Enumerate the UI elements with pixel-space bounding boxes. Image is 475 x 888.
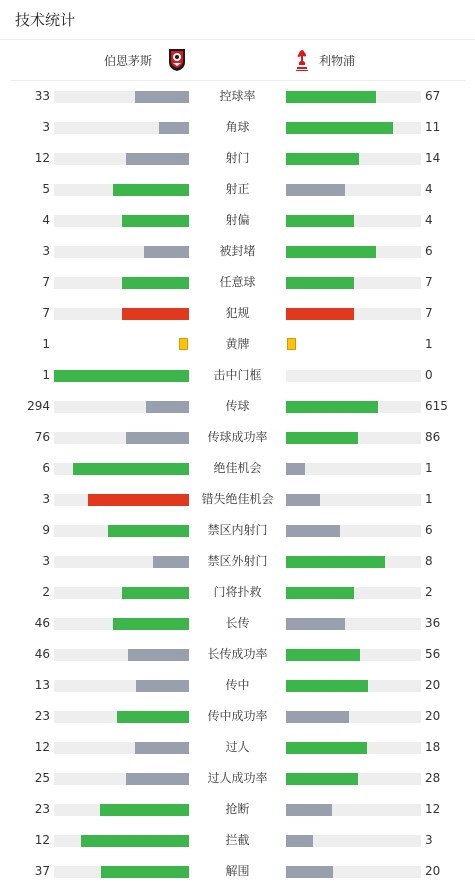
home-stat-bar [54,649,189,661]
home-stat-bar [54,463,189,475]
home-stat-value: 294 [27,399,50,413]
away-stat-value: 7 [425,306,433,320]
stat-row [0,236,475,267]
stat-label: 错失绝佳机会 [201,492,274,506]
bournemouth-crest-icon [167,48,187,72]
stat-label: 抢断 [225,802,250,816]
away-stat-value: 12 [425,802,441,816]
stat-label: 传球成功率 [207,430,268,444]
stat-row [0,391,475,422]
away-stat-bar [286,711,421,723]
home-stat-bar [54,556,189,568]
away-stat-bar [286,835,421,847]
away-stat-value: 20 [425,709,441,723]
home-stat-bar-fill [144,246,189,258]
home-stat-bar-fill [159,122,189,134]
away-stat-value: 1 [425,461,433,475]
away-stat-bar [286,308,421,320]
home-stat-bar-fill [136,680,189,692]
stat-label: 长传成功率 [207,647,268,661]
stat-row [0,298,475,329]
home-stat-value: 46 [34,647,50,661]
home-stat-bar-fill [135,91,189,103]
stat-label: 解围 [225,864,250,878]
away-stat-bar-fill [286,618,345,630]
away-stat-bar-fill [286,742,367,754]
liverpool-crest-icon [292,48,312,72]
home-stat-bar-fill [117,711,189,723]
home-stat-bar [54,401,189,413]
away-stat-value: 615 [425,399,448,413]
stat-row [0,794,475,825]
stat-label: 禁区外射门 [207,554,268,568]
home-stat-bar-fill [100,804,189,816]
away-stat-bar [286,184,421,196]
away-stat-value: 7 [425,275,433,289]
stat-label: 传球 [225,399,250,413]
home-stat-bar [54,773,189,785]
home-stat-value: 3 [42,554,50,568]
home-stat-bar [54,277,189,289]
stat-row [0,484,475,515]
home-stat-value: 6 [42,461,50,475]
away-stat-bar-fill [286,277,354,289]
away-stat-bar [286,680,421,692]
home-stat-bar [54,494,189,506]
away-stat-bar [286,432,421,444]
away-stat-bar [286,866,421,878]
away-stat-bar [286,773,421,785]
home-stat-value: 3 [42,120,50,134]
away-stat-bar [286,556,421,568]
away-stat-bar [286,742,421,754]
home-stat-value: 23 [34,709,50,723]
home-stat-bar [54,525,189,537]
home-stat-value: 7 [42,306,50,320]
away-stat-bar-fill [286,804,332,816]
stat-row [0,329,475,360]
home-stat-bar-fill [126,432,189,444]
home-team-name: 伯恩茅斯 [103,54,152,68]
stat-label: 射正 [225,182,250,196]
home-stat-bar [54,153,189,165]
stat-row [0,639,475,670]
stat-row [0,701,475,732]
away-stat-value: 20 [425,678,441,692]
away-stat-value: 28 [425,771,441,785]
stat-row [0,577,475,608]
stat-label: 过人成功率 [207,771,268,785]
away-stat-bar-fill [286,246,376,258]
away-team-name: 利物浦 [319,54,356,68]
away-stat-bar-fill [286,680,368,692]
away-stat-value: 8 [425,554,433,568]
home-stat-bar [54,680,189,692]
stat-label: 射偏 [225,213,250,227]
home-stat-value: 37 [34,864,50,878]
away-stat-bar-fill [286,463,305,475]
away-stat-bar-fill [286,711,349,723]
home-stat-bar-fill [146,401,189,413]
away-stat-value: 56 [425,647,441,661]
away-stat-bar [286,215,421,227]
away-stat-bar-fill [286,432,358,444]
home-stat-bar [54,91,189,103]
stat-row [0,856,475,887]
away-stat-value: 20 [425,864,441,878]
stat-label: 门将扑救 [213,585,262,599]
stat-row [0,174,475,205]
away-stat-bar [286,649,421,661]
away-stat-bar-fill [286,587,354,599]
away-stat-value: 1 [425,337,433,351]
stat-label: 犯规 [225,306,250,320]
away-stat-bar [286,153,421,165]
home-stat-bar-fill [101,866,189,878]
stat-row [0,670,475,701]
home-stat-value: 4 [42,213,50,227]
stat-label: 传中成功率 [207,709,268,723]
home-stat-bar [54,432,189,444]
away-stat-bar [286,91,421,103]
stat-row [0,267,475,298]
stat-label: 击中门框 [213,368,262,382]
away-stat-value: 36 [425,616,441,630]
stat-row [0,81,475,112]
teams-header [10,40,465,81]
away-stat-value: 18 [425,740,441,754]
stat-label: 黄牌 [225,337,250,351]
home-stat-bar [54,184,189,196]
home-stat-bar [54,835,189,847]
home-stat-bar [54,370,189,382]
home-stat-bar [54,742,189,754]
home-stat-bar [54,122,189,134]
away-stat-value: 2 [425,585,433,599]
home-stat-bar-fill [122,277,190,289]
away-stat-value: 4 [425,182,433,196]
home-stat-bar-fill [128,649,189,661]
home-stat-value: 3 [42,492,50,506]
away-stat-bar-fill [286,122,393,134]
stat-label: 角球 [225,120,250,134]
home-stat-value: 12 [34,151,50,165]
stat-row [0,825,475,856]
away-stat-bar [286,246,421,258]
stat-label: 传中 [225,678,250,692]
home-stat-value: 33 [34,89,50,103]
away-stat-bar [286,370,421,382]
away-stat-bar-fill [286,556,385,568]
home-stat-value: 1 [42,368,50,382]
stat-row [0,515,475,546]
stat-label: 绝佳机会 [213,461,262,475]
stat-row [0,205,475,236]
away-stat-bar-fill [286,184,345,196]
stat-label: 任意球 [219,275,256,289]
home-stat-bar [54,804,189,816]
home-stat-bar-fill [54,370,189,382]
home-stat-bar-fill [108,525,189,537]
home-stat-value: 46 [34,616,50,630]
away-stat-bar-fill [286,835,313,847]
home-stat-bar-fill [88,494,189,506]
away-stat-bar [286,618,421,630]
page-title: 技术统计 [15,11,76,29]
stat-row [0,453,475,484]
home-stat-bar [54,215,189,227]
home-stat-value: 7 [42,275,50,289]
home-stat-bar [54,866,189,878]
away-stat-bar [286,587,421,599]
away-stat-value: 11 [425,120,441,134]
away-stat-bar [286,463,421,475]
stat-row [0,422,475,453]
home-stat-value: 1 [42,337,50,351]
home-stat-value: 5 [42,182,50,196]
home-stat-bar [54,308,189,320]
stat-label: 过人 [225,740,250,754]
away-stat-bar-fill [286,91,376,103]
home-stat-bar-fill [126,773,189,785]
home-stat-bar [54,587,189,599]
stat-row [0,546,475,577]
away-stat-bar [286,122,421,134]
home-stat-bar-fill [81,835,189,847]
away-stat-bar-fill [286,401,378,413]
home-stat-bar-fill [126,153,189,165]
away-stat-bar [286,525,421,537]
stat-label: 射门 [225,151,250,165]
away-stat-bar [286,494,421,506]
home-yellow-card-icon [179,338,188,350]
away-stat-value: 6 [425,523,433,537]
home-stat-bar-fill [122,587,190,599]
stat-label: 长传 [225,616,250,630]
away-stat-value: 1 [425,492,433,506]
away-stat-value: 0 [425,368,433,382]
home-stat-bar-fill [113,618,189,630]
away-stat-value: 86 [425,430,441,444]
stat-label: 拦截 [225,833,250,847]
away-stat-value: 67 [425,89,441,103]
stat-row [0,112,475,143]
home-stat-bar [54,711,189,723]
away-stat-bar-fill [286,525,340,537]
away-stat-bar [286,277,421,289]
home-stat-value: 12 [34,833,50,847]
away-stat-bar-fill [286,308,354,320]
home-stat-value: 2 [42,585,50,599]
home-stat-value: 76 [34,430,50,444]
stats-list [0,81,475,887]
home-stat-value: 13 [34,678,50,692]
away-stat-value: 3 [425,833,433,847]
stat-row [0,763,475,794]
stat-label: 控球率 [219,89,256,103]
away-stat-value: 6 [425,244,433,258]
home-stat-bar-fill [153,556,189,568]
page-header [0,0,475,40]
home-stat-value: 23 [34,802,50,816]
stat-label: 禁区内射门 [207,523,268,537]
home-stat-bar-fill [122,308,190,320]
away-stat-bar-fill [286,773,358,785]
stat-row [0,732,475,763]
home-stat-bar-fill [113,184,189,196]
home-stat-value: 3 [42,244,50,258]
stat-row [0,360,475,391]
away-stat-bar-fill [286,866,333,878]
away-stat-bar-fill [286,494,320,506]
away-stat-bar [286,401,421,413]
home-stat-value: 12 [34,740,50,754]
home-stat-bar [54,618,189,630]
away-stat-value: 14 [425,151,441,165]
stat-row [0,608,475,639]
stat-label: 被封堵 [219,244,256,258]
stat-row [0,143,475,174]
home-stat-bar [54,246,189,258]
away-stat-bar-fill [286,153,359,165]
home-stat-value: 25 [34,771,50,785]
home-stat-bar-fill [122,215,190,227]
away-stat-value: 4 [425,213,433,227]
away-stat-bar [286,804,421,816]
away-yellow-card-icon [287,338,296,350]
home-stat-bar-fill [73,463,189,475]
away-stat-bar-fill [286,649,360,661]
home-stat-bar-fill [135,742,189,754]
away-stat-bar-fill [286,215,354,227]
home-stat-value: 9 [42,523,50,537]
